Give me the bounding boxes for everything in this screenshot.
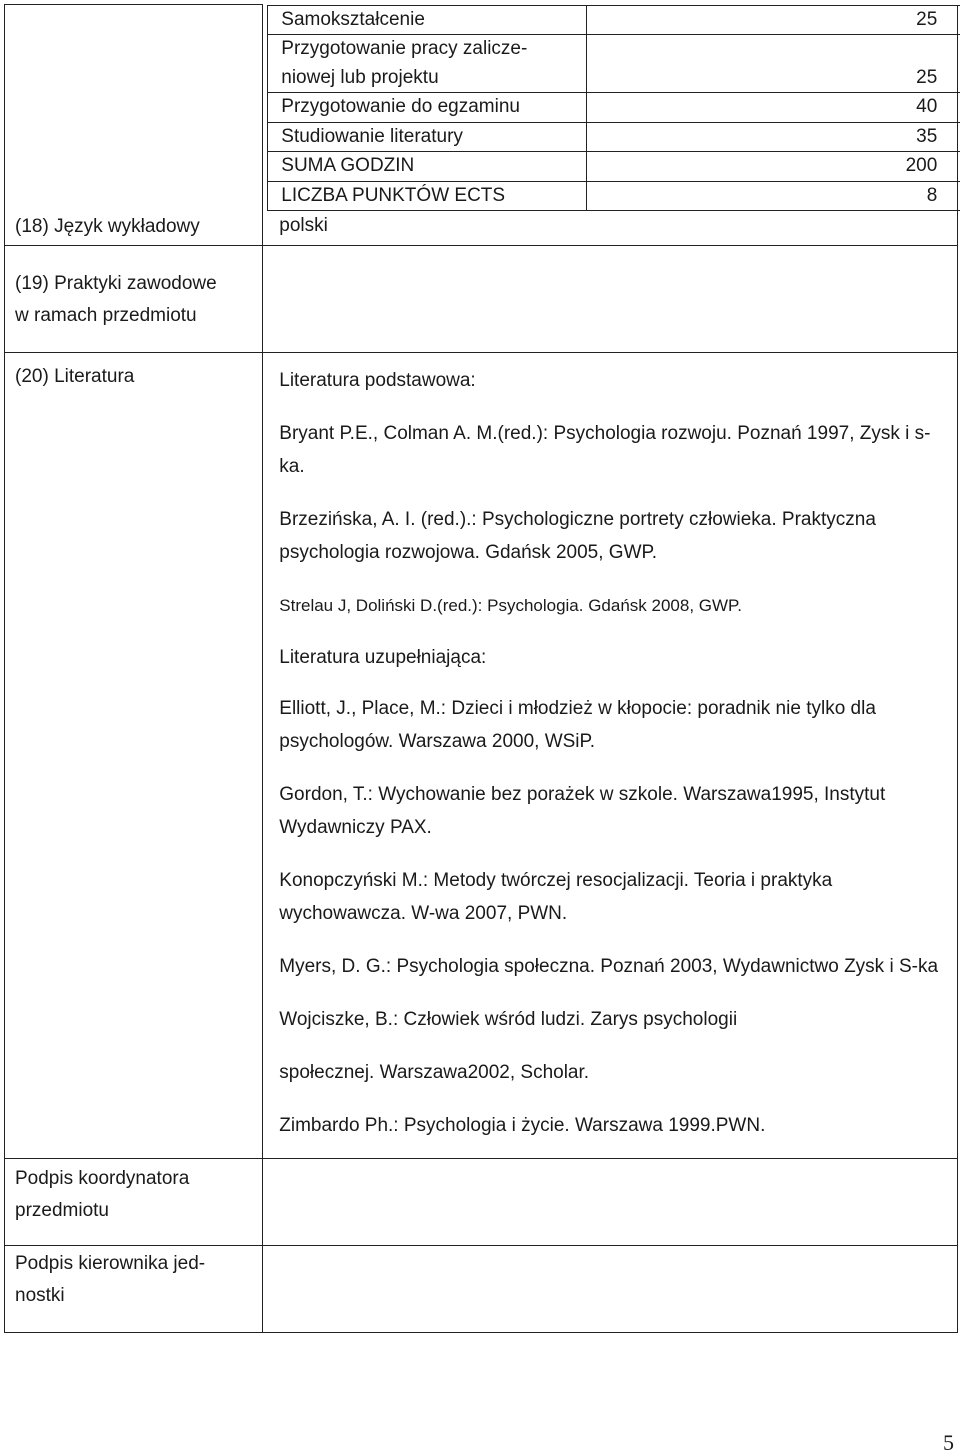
- head-signature-label-cell: [5, 1246, 263, 1333]
- table-row: [268, 93, 960, 123]
- table-row: [268, 5, 960, 35]
- supplementary-literature-heading: Literatura uzupełniająca:: [279, 647, 487, 668]
- table-row: [268, 152, 960, 182]
- hours-value: 8: [587, 181, 960, 211]
- literature-item: Gordon, T.: Wychowanie bez porażek w szkole. Warszawa1995, Instytut Wydawniczy PAX.: [279, 784, 886, 838]
- hours-language-row: [5, 5, 958, 246]
- literature-item: Zimbardo Ph.: Psychologia i życie. Warszawa 1999.PWN.: [279, 1115, 766, 1136]
- head-signature-label: Podpis kierownika jed-: [15, 1253, 206, 1274]
- hours-name: SUMA GODZIN: [281, 155, 415, 176]
- literature-item: Konopczyński M.: Metody twórczej resocjalizacji. Teoria i praktyka wychowawcza. W-wa 2007, PWN.: [279, 870, 833, 924]
- internship-label: (19) Praktyki zawodowe: [15, 273, 217, 294]
- internship-row: [5, 246, 958, 353]
- coordinator-signature-label: przedmiotu: [15, 1200, 109, 1221]
- literature-item: Wojciszke, B.: Człowiek wśród ludzi. Zarys psychologii: [279, 1009, 738, 1030]
- hours-name: Studiowanie literatury: [281, 125, 463, 147]
- literature-cell: [263, 353, 958, 1159]
- hours-name: LICZBA PUNKTÓW ECTS: [281, 184, 506, 206]
- page-number: 5: [943, 1430, 954, 1455]
- internship-value-cell: [263, 246, 958, 353]
- table-row: [268, 181, 960, 211]
- head-signature-cell: [263, 1246, 958, 1333]
- hours-cell: [263, 5, 958, 246]
- language-label-cell: [5, 5, 263, 246]
- table-row: [268, 122, 960, 152]
- hours-name: Przygotowanie do egzaminu: [281, 96, 520, 117]
- coordinator-signature-cell: [263, 1159, 958, 1246]
- hours-name: niowej lub projektu: [281, 66, 439, 88]
- internship-label: w ramach przedmiotu: [15, 305, 197, 326]
- basic-literature-heading: Literatura podstawowa:: [279, 370, 476, 391]
- literature-label: (20) Literatura: [15, 366, 135, 387]
- hours-name: Samokształcenie: [281, 8, 425, 30]
- literature-item: Myers, D. G.: Psychologia społeczna. Poznań 2003, Wydawnictwo Zysk i S-ka: [279, 956, 939, 977]
- literature-item: Elliott, J., Place, M.: Dzieci i młodzież w kłopocie: poradnik nie tylko dla psychologów. Warszawa 2000, WSiP.: [279, 698, 876, 752]
- coordinator-signature-label: Podpis koordynatora: [15, 1168, 190, 1189]
- literature-item: Strelau J, Doliński D.(red.): Psychologia. Gdańsk 2008, GWP.: [279, 596, 742, 615]
- hours-name: Przygotowanie pracy zalicze-: [281, 38, 528, 59]
- internship-label-cell: [5, 246, 263, 353]
- literature-item: społecznej. Warszawa2002, Scholar.: [279, 1062, 590, 1083]
- hours-value: 40: [587, 93, 960, 123]
- head-signature-label: nostki: [15, 1285, 65, 1306]
- literature-row: [5, 353, 958, 1159]
- coordinator-signature-row: [5, 1159, 958, 1246]
- literature-item: Bryant P.E., Colman A. M.(red.): Psychologia rozwoju. Poznań 1997, Zysk i s-ka.: [279, 423, 931, 477]
- hours-value: 35: [587, 122, 960, 152]
- language-label: (18) Język wykładowy: [15, 216, 200, 237]
- head-signature-row: [5, 1246, 958, 1333]
- coordinator-signature-label-cell: [5, 1159, 263, 1246]
- table-row: [268, 35, 960, 93]
- literature-item: Brzezińska, A. I. (red.).: Psychologiczne portrety człowieka. Praktyczna psychologia rozwojowa. Gdańsk 2005, GWP.: [279, 509, 876, 563]
- hours-table: [267, 5, 960, 212]
- language-value: polski: [279, 215, 328, 236]
- syllabus-table: [4, 4, 958, 1333]
- hours-value: 200: [587, 152, 960, 182]
- hours-value: 25: [587, 5, 960, 35]
- literature-label-cell: [5, 353, 263, 1159]
- hours-value: 25: [587, 35, 960, 93]
